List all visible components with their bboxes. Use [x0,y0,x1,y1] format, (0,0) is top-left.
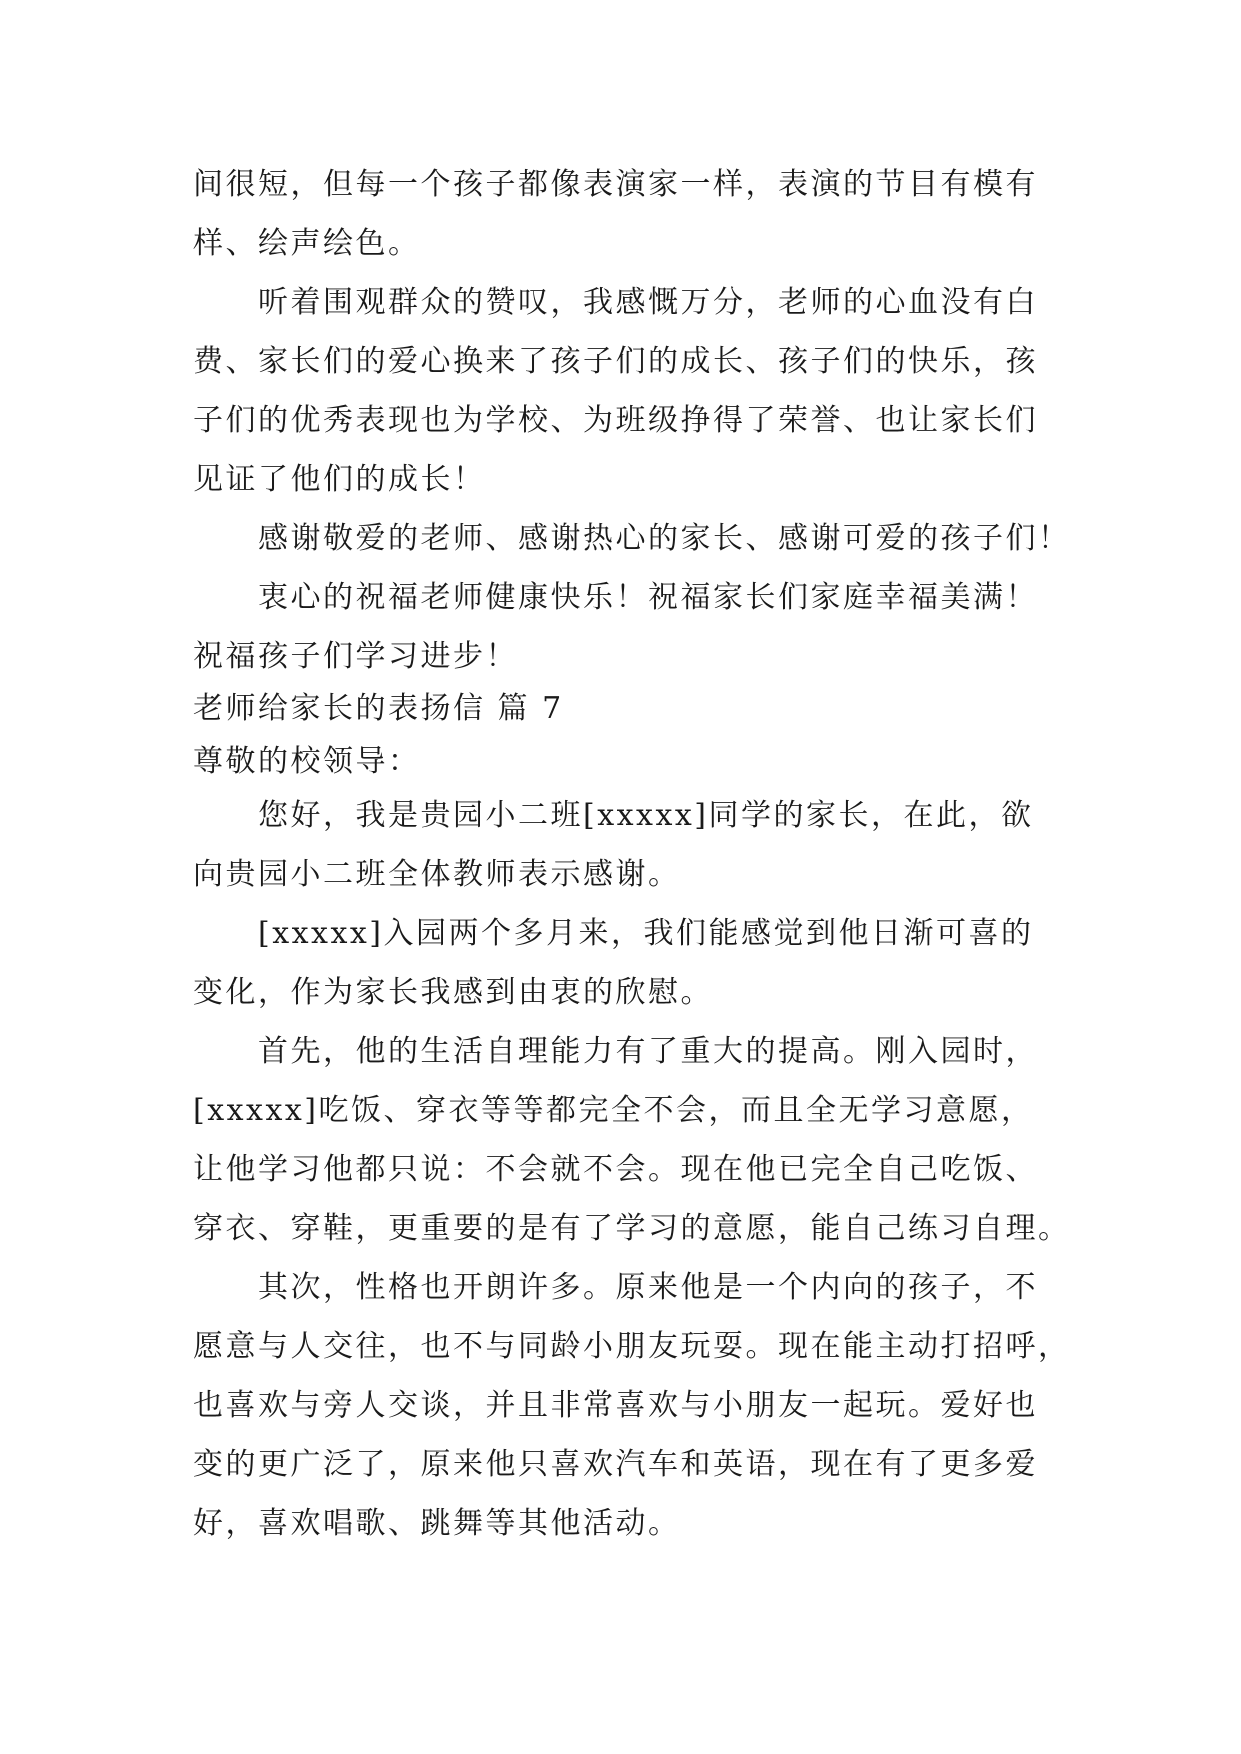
paragraph-line: 样、绘声绘色。 [193,226,421,261]
paragraph-line: 变化，作为家长我感到由衷的欣慰。 [193,975,713,1010]
section-heading: 老师给家长的表扬信 篇 7 [193,691,564,726]
paragraph-line: 也喜欢与旁人交谈，并且非常喜欢与小朋友一起玩。爱好也 [193,1388,1038,1423]
paragraph-line: 变的更广泛了，原来他只喜欢汽车和英语，现在有了更多爱 [193,1447,1038,1482]
paragraph-line: 祝福孩子们学习进步！ [193,639,518,674]
paragraph-line: 见证了他们的成长！ [193,462,486,497]
paragraph-line: 其次，性格也开朗许多。原来他是一个内向的孩子，不 [258,1270,1038,1305]
paragraph-line: 费、家长们的爱心换来了孩子们的成长、孩子们的快乐，孩 [193,344,1038,379]
paragraph-line: 好，喜欢唱歌、跳舞等其他活动。 [193,1506,681,1541]
paragraph-line: [xxxxx]入园两个多月来，我们能感觉到他日渐可喜的 [258,916,1034,951]
paragraph-line: 首先，他的生活自理能力有了重大的提高。刚入园时， [258,1034,1038,1069]
paragraph-line: 衷心的祝福老师健康快乐！祝福家长们家庭幸福美满！ [258,580,1038,615]
paragraph-line: 间很短，但每一个孩子都像表演家一样，表演的节目有模有 [193,167,1038,202]
paragraph-line: 子们的优秀表现也为学校、为班级挣得了荣誉、也让家长们 [193,403,1038,438]
salutation: 尊敬的校领导： [193,744,421,779]
paragraph-line: 向贵园小二班全体教师表示感谢。 [193,857,681,892]
paragraph-line: 让他学习他都只说：不会就不会。现在他已完全自己吃饭、 [193,1152,1038,1187]
paragraph-line: 穿衣、穿鞋，更重要的是有了学习的意愿，能自己练习自理。 [193,1211,1071,1246]
paragraph-line: 您好，我是贵园小二班[xxxxx]同学的家长，在此，欲 [258,798,1034,833]
paragraph-line: 感谢敬爱的老师、感谢热心的家长、感谢可爱的孩子们！ [258,521,1071,556]
paragraph-line: [xxxxx]吃饭、穿衣等等都完全不会，而且全无学习意愿， [193,1093,1034,1128]
paragraph-line: 听着围观群众的赞叹，我感慨万分，老师的心血没有白 [258,285,1038,320]
paragraph-line: 愿意与人交往，也不与同龄小朋友玩耍。现在能主动打招呼， [193,1329,1071,1364]
